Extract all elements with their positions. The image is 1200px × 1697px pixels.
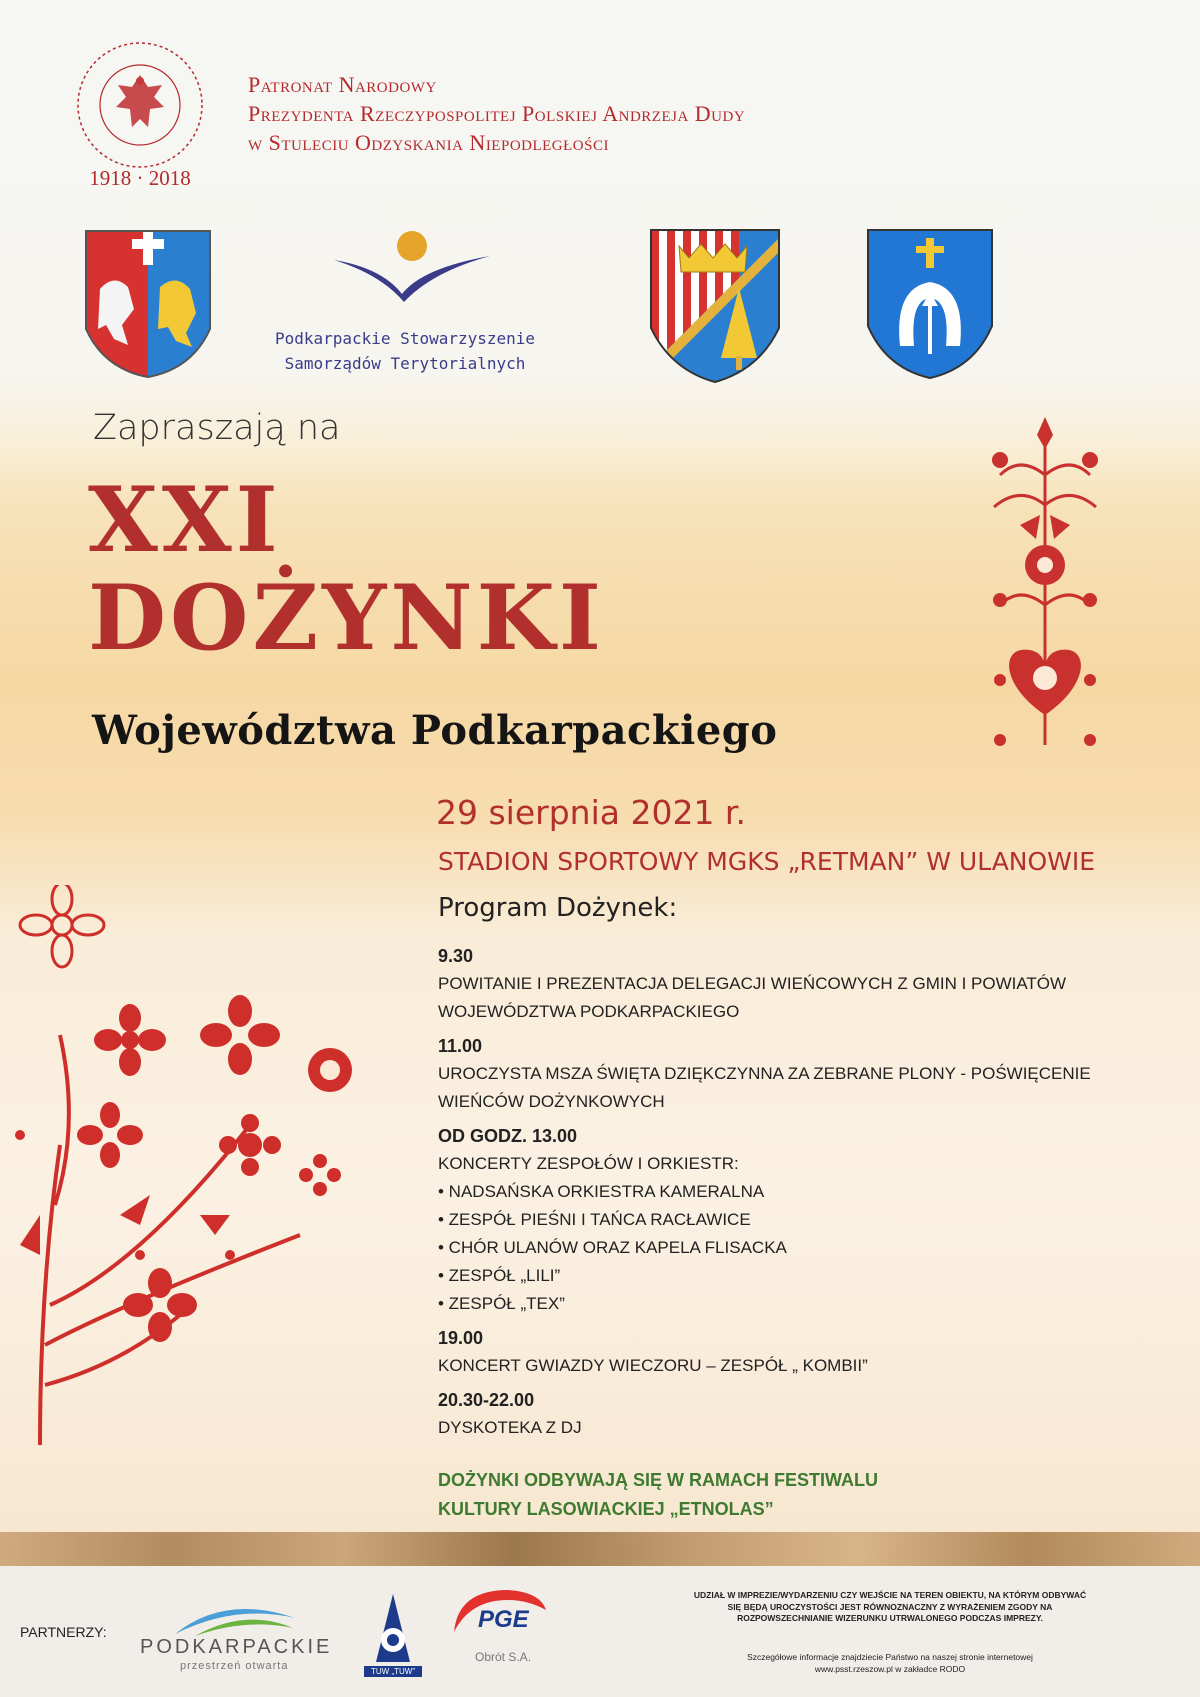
folk-ornament-left xyxy=(0,885,360,1445)
program-line: KONCERTY ZESPOŁÓW I ORKIESTR: xyxy=(438,1154,739,1173)
ulanow-coat-of-arms xyxy=(866,228,994,380)
program-heading: Program Dożynek: xyxy=(438,893,678,923)
program-line: DYSKOTEKA Z DJ xyxy=(438,1418,582,1437)
program-line: KONCERT GWIAZDY WIECZORU – ZESPÓŁ „ KOMBII” xyxy=(438,1356,868,1375)
folk-ornament-right xyxy=(980,415,1110,760)
powiat-coat-of-arms xyxy=(649,228,781,384)
program-list xyxy=(438,943,1138,1449)
program-line: • ZESPÓŁ „LILI” xyxy=(438,1266,561,1285)
program-time: 20.30-22.00 xyxy=(438,1390,535,1410)
program-time: OD GODZ. 13.00 xyxy=(438,1126,578,1146)
program-time: 11.00 xyxy=(438,1036,483,1056)
pss-name-line-1: Podkarpackie Stowarzyszenie xyxy=(274,329,536,348)
rodo-notice: UDZIAŁ W IMPREZIE/WYDARZENIU CZY WEJŚCIE NA TEREN OBIEKTU, NA KTÓRYM ODBYWAĆ SIĘ BĘDĄ UROCZYSTOŚCI JEST RÓWNOZNACZNY Z WYRAŻENIEM ZGODY NA ROZPOWSZECHNIANIE WIZERUNKU UTRWALONEGO PODCZAS IMPREZY. xyxy=(693,1590,1087,1623)
program-item xyxy=(438,1033,1138,1116)
tuw-label: TUW „TUW” xyxy=(364,1666,422,1677)
patronat-line-1: Patronat Narodowy xyxy=(248,72,437,97)
invite-text: Zapraszają na xyxy=(93,408,341,448)
festival-note-line-2: KULTURY LASOWIACKIEJ „ETNOLAS” xyxy=(438,1499,774,1519)
program-line: • NADSAŃSKA ORKIESTRA KAMERALNA xyxy=(438,1182,765,1201)
program-time: 19.00 xyxy=(438,1328,484,1348)
rodo-info xyxy=(690,1652,1090,1675)
podkarpackie-name: PODKARPACKIE xyxy=(140,1636,333,1658)
program-line: UROCZYSTA MSZA ŚWIĘTA DZIĘKCZYNNA ZA ZEBRANE PLONY - POŚWIĘCENIE xyxy=(438,1064,1091,1083)
program-item xyxy=(438,1123,1138,1318)
podkarpackie-tagline: przestrzeń otwarta xyxy=(180,1660,289,1672)
program-item xyxy=(438,1387,1138,1442)
program-line: • CHÓR ULANÓW ORAZ KAPELA FLISACKA xyxy=(438,1238,787,1257)
program-line: • ZESPÓŁ PIEŚNI I TAŃCA RACŁAWICE xyxy=(438,1210,751,1229)
pge-label: Obrót S.A. xyxy=(475,1650,532,1664)
program-line: WIEŃCÓW DOŻYNKOWYCH xyxy=(438,1092,665,1111)
title-line-1: XXI xyxy=(88,467,282,573)
festival-note-line-1: DOŻYNKI ODBYWAJĄ SIĘ W RAMACH FESTIWALU xyxy=(438,1470,878,1490)
program-line: POWITANIE I PREZENTACJA DELEGACJI WIEŃCOWYCH Z GMIN I POWIATÓW xyxy=(438,974,1067,993)
event-subtitle: Województwa Podkarpackiego xyxy=(92,707,778,754)
patronat-line-3: w Stuleciu Odzyskania Niepodległości xyxy=(248,130,609,155)
podkarpackie-coat-of-arms xyxy=(84,229,212,379)
program-line: WOJEWÓDZTWA PODKARPACKIEGO xyxy=(438,1002,740,1021)
seal-years: 1918 · 2018 xyxy=(89,166,191,190)
patronat-line-2: Prezydenta Rzeczypospolitej Polskiej Andrzeja Dudy xyxy=(248,101,746,126)
program-item xyxy=(438,1325,1138,1380)
program-line: • ZESPÓŁ „TEX” xyxy=(438,1294,565,1313)
pss-name xyxy=(240,326,570,376)
independence-seal xyxy=(70,35,210,195)
program-item xyxy=(438,943,1138,1026)
podkarpackie-logo-swoosh xyxy=(175,1598,295,1638)
event-venue: STADION SPORTOWY MGKS „RETMAN” W ULANOWIE xyxy=(438,847,1096,876)
pss-logo xyxy=(332,228,492,308)
program-time: 9.30 xyxy=(438,946,474,966)
pge-name: PGE xyxy=(478,1606,529,1633)
patronat-text xyxy=(248,70,745,157)
wheat-band xyxy=(0,1532,1200,1566)
title-line-2: DOŻYNKI xyxy=(88,565,605,671)
rodo-info-line-1: Szczegółowe informacje znajdziecie Państwo na naszej stronie internetowej xyxy=(747,1652,1033,1662)
partners-label: PARTNERZY: xyxy=(20,1624,107,1640)
tuw-logo xyxy=(368,1592,418,1664)
festival-note xyxy=(438,1466,878,1524)
rodo-info-line-2: www.psst.rzeszow.pl w zakładce RODO xyxy=(814,1663,966,1674)
pss-name-line-2: Samorządów Terytorialnych xyxy=(284,354,526,373)
event-date: 29 sierpnia 2021 r. xyxy=(436,793,746,832)
